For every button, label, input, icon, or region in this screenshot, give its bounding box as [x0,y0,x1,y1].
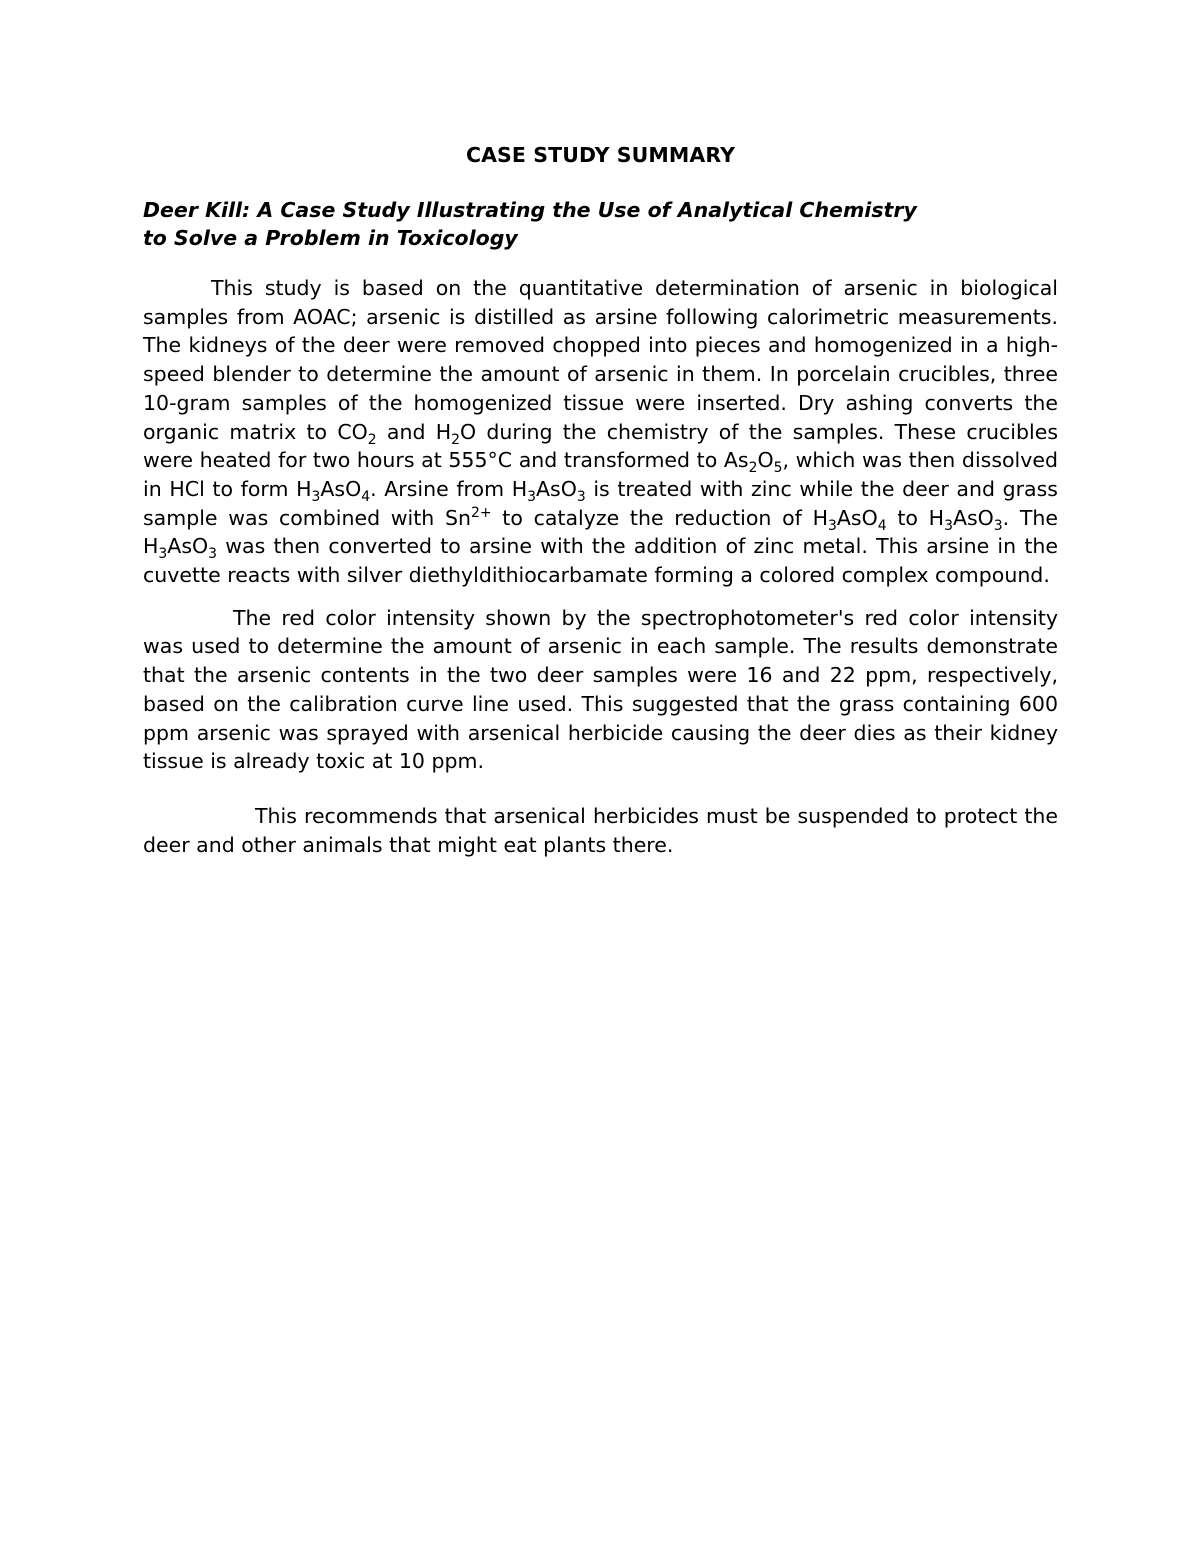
text-segment: . Arsine from H [370,476,528,501]
text-segment: , which was then dissolved in HCl to form H [143,448,1058,501]
text-segment: . The H [143,505,1059,559]
subscript: 3 [993,517,1003,534]
document-subtitle [143,196,1058,252]
paragraph-3-text: This recommends that arsenical herbicides must be suspended to protect the deer and other animals that might eat plants there. [143,803,1058,857]
document-title: CASE STUDY SUMMARY [465,143,736,167]
text-segment: AsO [535,476,577,501]
subscript: 2 [367,431,377,448]
subscript: 3 [527,489,536,506]
text-segment: O [757,448,774,473]
subscript: 3 [576,489,586,506]
paragraph-3 [143,802,1058,859]
subscript: 2 [451,431,461,448]
subscript: 3 [828,517,837,534]
subscript: 4 [877,517,887,534]
subscript: 4 [361,489,371,506]
text-segment: AsO [320,476,362,501]
subtitle-line-1: Deer Kill: A Case Study Illustrating the Use of Analytical Chemistry [143,198,917,222]
subtitle-line-2: to Solve a Problem in Toxicology [143,226,518,250]
text-segment: AsO [836,505,878,530]
text-segment: AsO [167,534,209,559]
text-segment: to H [886,505,945,530]
subscript: 3 [311,489,321,506]
document-page [143,140,1058,873]
paragraph-1 [143,274,1058,590]
subscript: 2 [748,460,758,477]
subscript: 3 [944,517,953,534]
text-segment: is treated with zinc while the deer and grass sample was combined with Sn [143,476,1058,530]
paragraph-2 [143,604,1058,776]
paragraph-2-text: The red color intensity shown by the spectrophotometer's red color intensity was used to determine the amount of arsenic in each sample. The results demonstrate that the arsenic contents in the two deer samples were 16 and 22 ppm, respectively, based on the calibration curve line used. This suggested that the grass containing 600 ppm arsenic was sprayed with arsenical herbicide causing the deer dies as their kidney tissue is already toxic at 10 ppm. [143,605,1058,774]
text-segment: and H [376,419,452,444]
text-segment: AsO [952,505,994,530]
text-segment: to catalyze the reduction of H [491,505,829,530]
superscript: 2+ [471,504,492,521]
subscript: 5 [773,460,783,477]
subscript: 3 [208,546,218,563]
subscript: 3 [158,546,168,563]
text-segment: was then converted to arsine with the addition of zinc metal. This arsine in the cuvette reacts with silver diethyldithiocarbamate forming a colored complex compound. [143,534,1058,588]
text-segment: O during the chemistry of the samples. These crucibles were heated for two hours at 555°C and transformed to As [143,419,1058,473]
text-segment: This study is based on the quantitative determination of arsenic in biological samples from AOAC; arsenic is distilled as arsine following calorimetric measurements. The kidneys of the deer were removed chopped into pieces and homogenized in a high-speed blender to determine the amount of arsenic in them. In porcelain crucibles, three 10-gram samples of the homogenized tissue were inserted. Dry ashing converts the organic matrix to CO [143,276,1058,444]
